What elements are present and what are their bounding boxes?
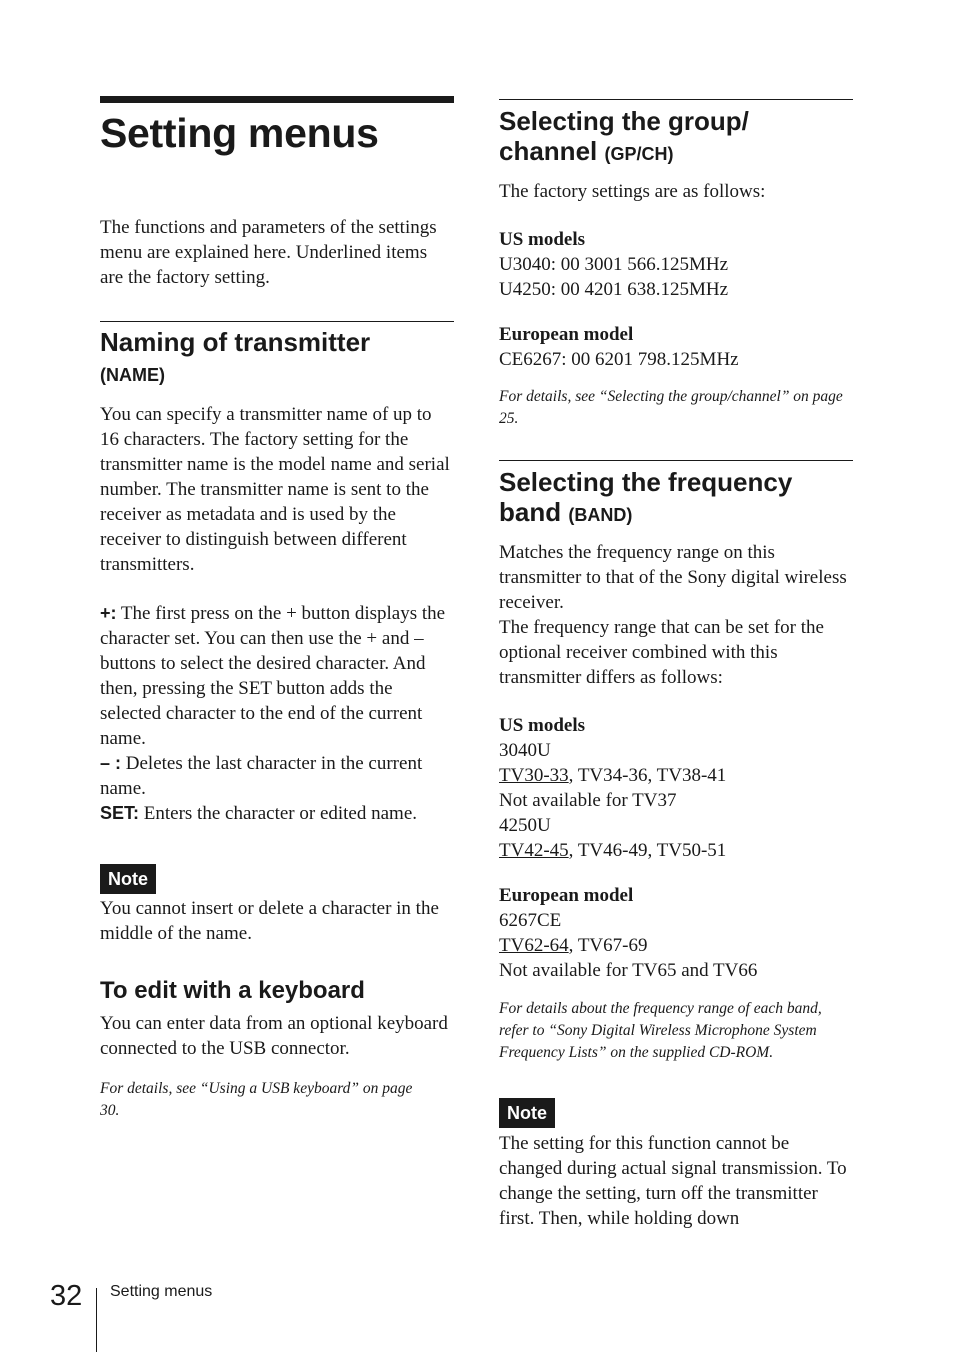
- band-default-value: TV42-45: [499, 840, 569, 861]
- group-us-settings: [499, 227, 853, 302]
- keyboard-reference: For details, see “Using a USB keyboard” on page 30.: [100, 1080, 413, 1119]
- band-values: , TV34-36, TV38-41: [568, 765, 727, 786]
- naming-key-descriptions: [100, 601, 454, 826]
- section-rule: [499, 460, 853, 461]
- note-badge: Note: [499, 1098, 555, 1128]
- set-key-text: Enters the character or edited name.: [139, 803, 418, 824]
- page-number: 32: [50, 1280, 83, 1312]
- band-eu-models: [499, 883, 853, 983]
- footer-divider: [96, 1288, 97, 1352]
- group-heading-line2: channel: [499, 136, 598, 166]
- band-us-models: [499, 713, 853, 863]
- group-heading-line1: Selecting the group/: [499, 106, 749, 136]
- band-eu-na: Not available for TV65 and TV66: [499, 960, 758, 981]
- plus-key-label: +:: [100, 603, 117, 623]
- group-reference: For details, see “Selecting the group/channel” on page 25.: [499, 388, 843, 427]
- band-heading-line1: Selecting the frequency: [499, 467, 793, 497]
- band-eu-label: European model: [499, 885, 634, 906]
- band-reference: For details about the frequency range of each band, refer to “Sony Digital Wireless Microphone System Frequency Lists” on the supplied CD-ROM.: [499, 1000, 822, 1061]
- group-us-label: US models: [499, 229, 586, 250]
- band-us-model1-na: Not available for TV37: [499, 790, 677, 811]
- naming-heading: [100, 327, 454, 390]
- set-key-desc: [100, 801, 454, 826]
- page-title: Setting menus: [100, 110, 379, 156]
- group-eu-label: European model: [499, 324, 634, 345]
- group-eu-settings: [499, 322, 853, 372]
- band-us-model2-bands: [499, 838, 853, 863]
- group-heading: [499, 106, 853, 169]
- naming-note-text: You cannot insert or delete a character in the middle of the name.: [100, 898, 439, 944]
- band-eu-model: 6267CE: [499, 910, 562, 931]
- band-heading-line2: band: [499, 497, 562, 527]
- group-eu-line: CE6267: 00 6201 798.125MHz: [499, 349, 739, 370]
- plus-key-desc: [100, 601, 454, 751]
- band-body-para: The frequency range that can be set for the optional receiver combined with this transmitter differs as follows:: [499, 617, 824, 688]
- band-eu-bands: [499, 933, 853, 958]
- set-key-label: SET:: [100, 803, 140, 823]
- band-values: , TV67-69: [568, 935, 648, 956]
- section-rule: [100, 321, 454, 322]
- section-rule: [499, 99, 853, 100]
- keyboard-heading: To edit with a keyboard: [100, 977, 365, 1004]
- band-us-model1-bands: [499, 763, 853, 788]
- band-us-label: US models: [499, 715, 586, 736]
- band-us-model2: 4250U: [499, 815, 551, 836]
- band-values: , TV46-49, TV50-51: [568, 840, 727, 861]
- group-us-line: U3040: 00 3001 566.125MHz: [499, 254, 729, 275]
- plus-key-text: The first press on the + button displays the character set. You can then use the + and – buttons to select the desired character. And then, pressing the SET button adds the selected character to the end of the current name.: [100, 603, 446, 749]
- band-heading: [499, 467, 853, 530]
- intro-text: The functions and parameters of the settings menu are explained here. Underlined items are the factory setting.: [100, 217, 437, 288]
- band-default-value: TV30-33: [499, 765, 569, 786]
- footer-section-label: Setting menus: [110, 1283, 213, 1300]
- band-body: [499, 540, 853, 690]
- group-us-line: U4250: 00 4201 638.125MHz: [499, 279, 729, 300]
- group-intro: The factory settings are as follows:: [499, 181, 766, 202]
- minus-key-text: Deletes the last character in the current name.: [100, 753, 423, 799]
- band-heading-paren: (BAND): [568, 505, 633, 525]
- keyboard-body: You can enter data from an optional keyboard connected to the USB connector.: [100, 1013, 448, 1059]
- band-default-value: TV62-64: [499, 935, 569, 956]
- band-body-para: Matches the frequency range on this transmitter to that of the Sony digital wireless receiver.: [499, 542, 847, 613]
- naming-body: You can specify a transmitter name of up to 16 characters. The factory setting for the transmitter name is the model name and serial number. The transmitter name is sent to the receiver as metadata and is used by the receiver to distinguish between different transmitters.: [100, 404, 450, 575]
- minus-key-label: – :: [100, 753, 122, 773]
- title-rule: [100, 96, 454, 103]
- band-us-model1: 3040U: [499, 740, 551, 761]
- minus-key-desc: [100, 751, 454, 801]
- group-heading-paren: (GP/CH): [604, 144, 674, 164]
- naming-heading-text: Naming of transmitter: [100, 327, 371, 357]
- naming-heading-paren: (NAME): [100, 365, 165, 385]
- note-badge: Note: [100, 864, 156, 894]
- band-note-text: The setting for this function cannot be changed during actual signal transmission. To change the setting, turn off the transmitter first. Then, while holding down: [499, 1133, 847, 1229]
